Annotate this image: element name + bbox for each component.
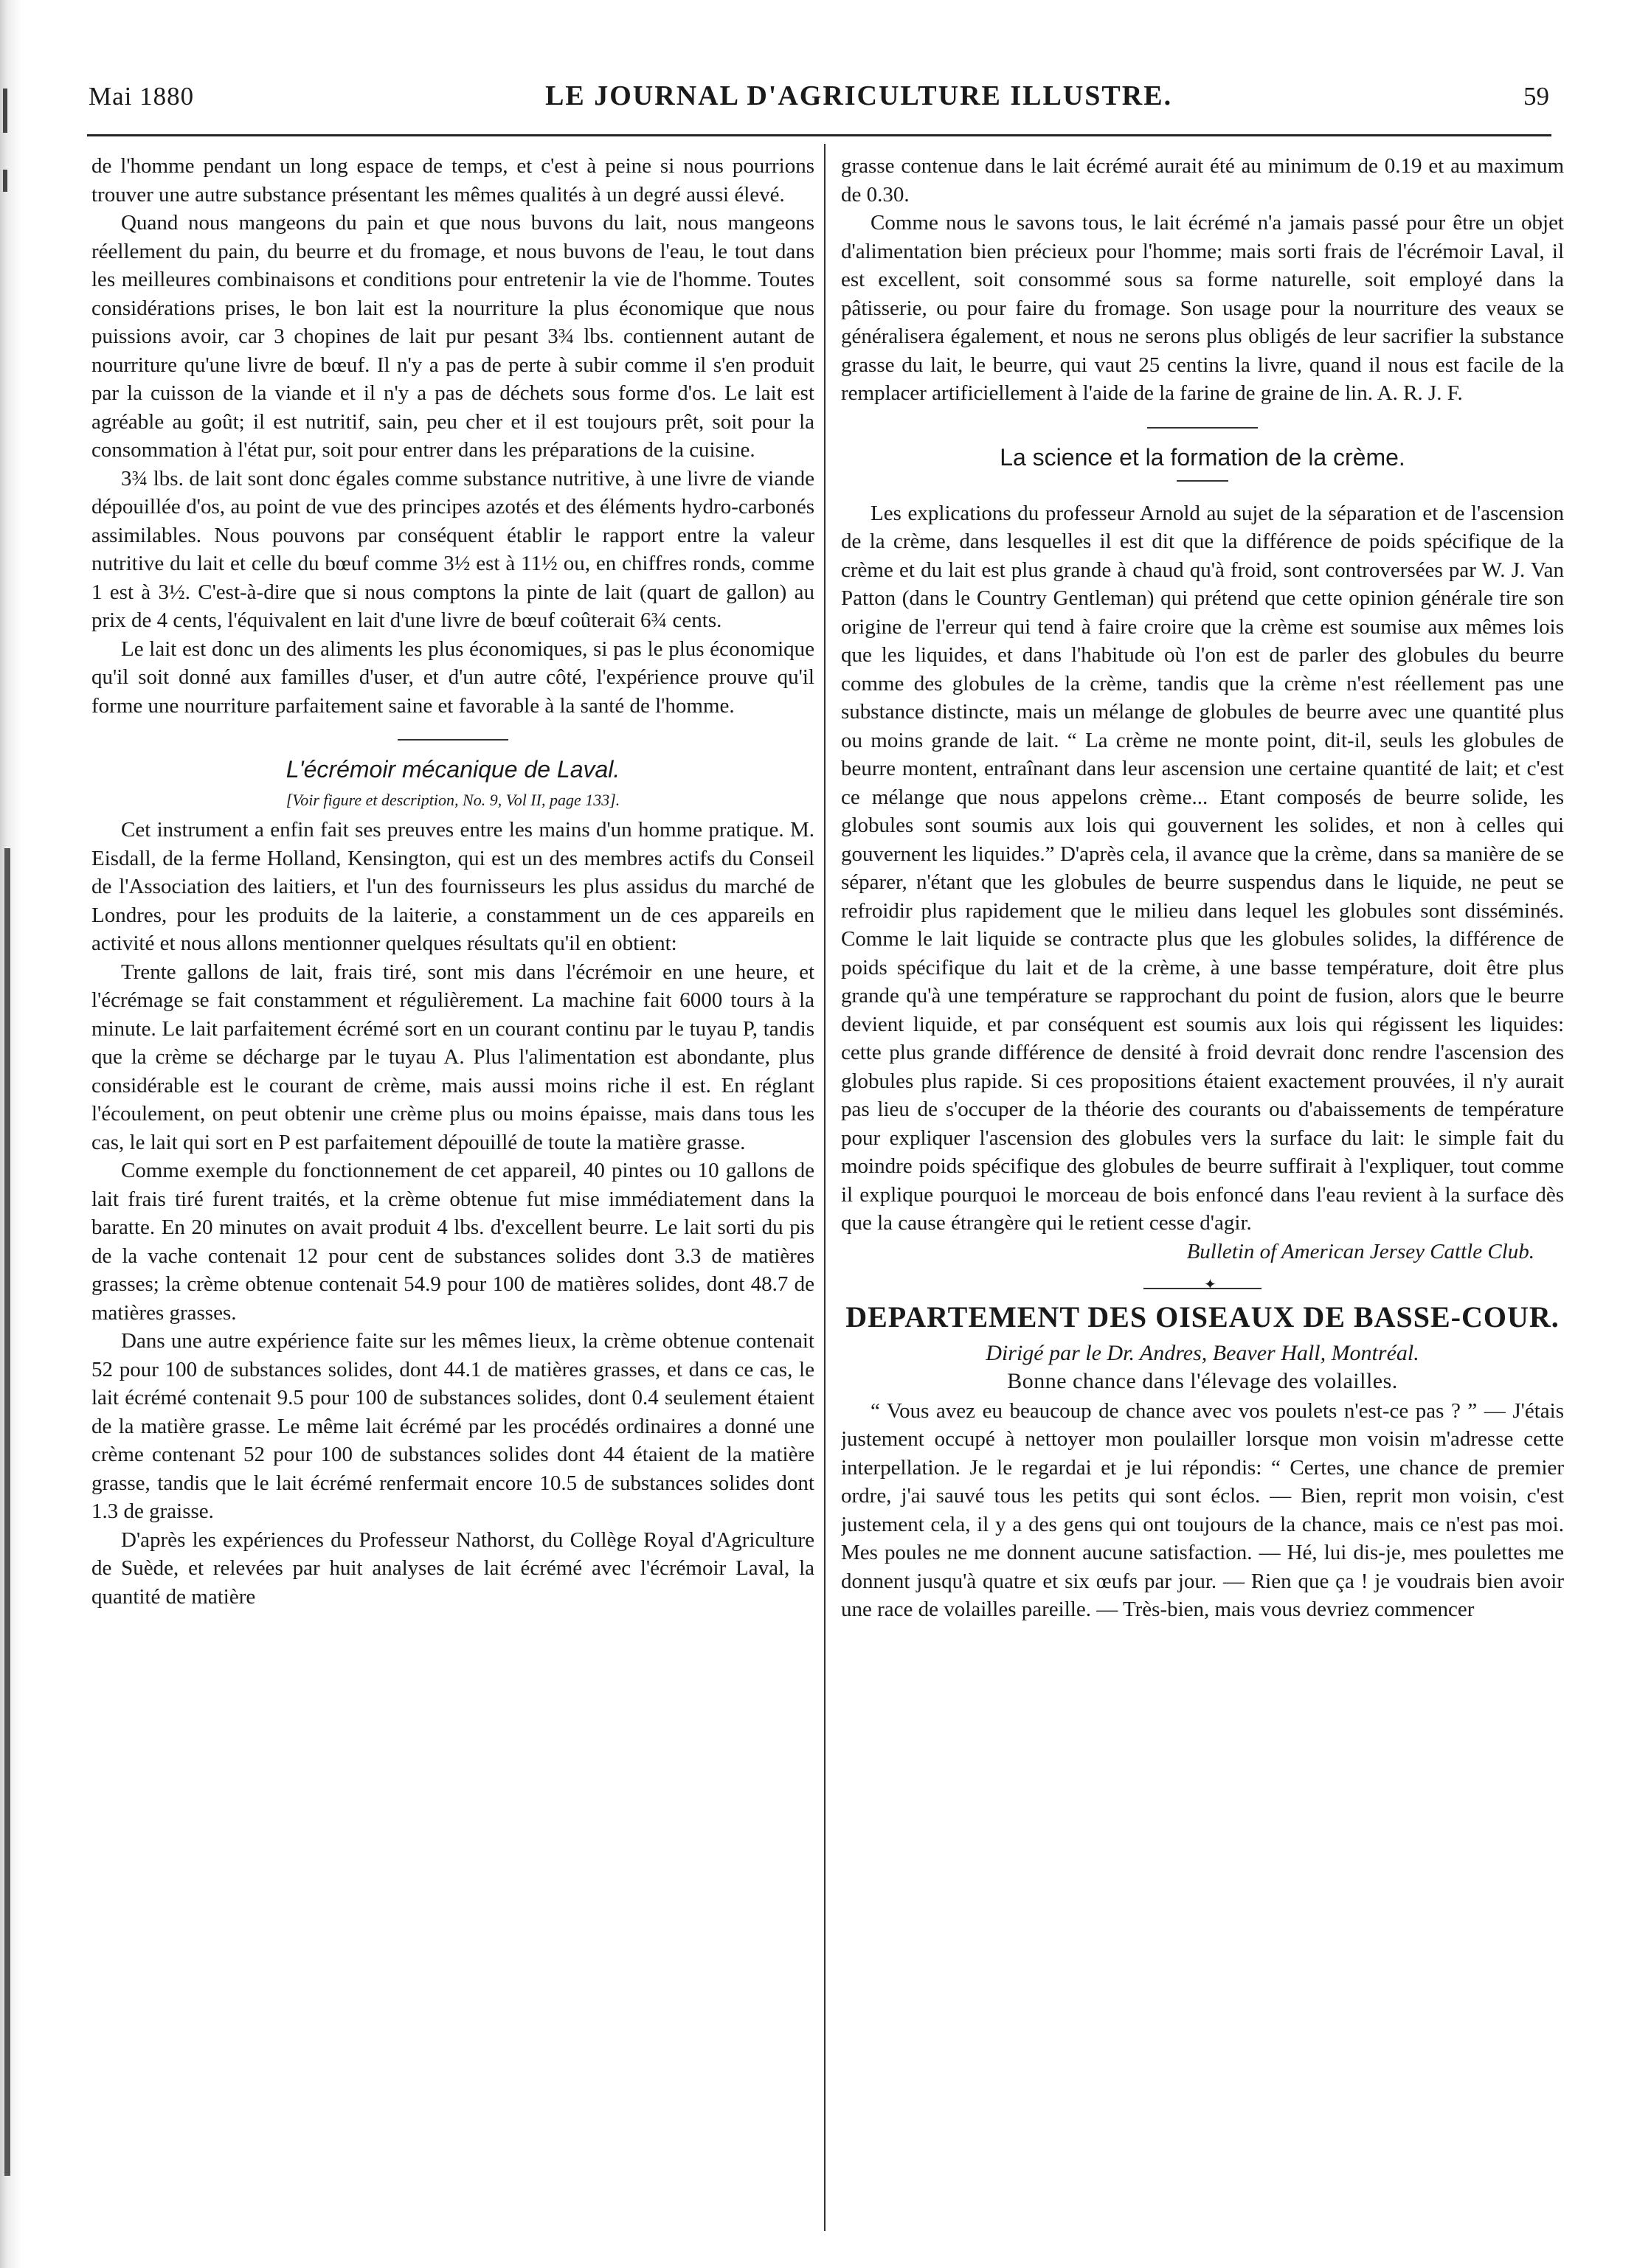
department-director: Dirigé par le Dr. Andres, Beaver Hall, Montréal. xyxy=(986,1340,1419,1365)
scan-edge-mark xyxy=(3,170,7,192)
paragraph: “ Vous avez eu beaucoup de chance avec vos poulets n'est-ce pas ? ” — J'étais justement occupé à nettoyer mon poulailler lorsque mon voisin m'adresse cette interpellation. Je le regardai et je lui répondis: “ Certes, une chance de premier ordre, j'ai sauvé tous les petits qui sont éclos. — Bien, reprit mon voisin, c'est justement cela, il y a des gens qui ont toujours de la chance, mais ce n'est pas moi. Mes poules ne me donnent aucune satisfaction. — Hé, lui dis-je, mes poulettes me donnent jusqu'à quatre et six œufs par jour. — Rien que ça ! je voudrais bien avoir une race de volailles pareille. — Très-bien, mais vous devriez commencer xyxy=(841,1398,1564,1621)
scan-edge-shadow xyxy=(0,0,22,2268)
journal-title: LE JOURNAL D'AGRICULTURE ILLUSTRE. xyxy=(545,80,1173,111)
department-subtitle: Bonne chance dans l'élevage des volailles. xyxy=(1007,1368,1398,1393)
paragraph: Quand nous mangeons du pain et que nous buvons du lait, nous mangeons réellement du pain, du beurre et du fromage, et nous buvons de l'eau, le tout dans les meilleures combinaisons et conditions pour entretenir la vie de l'homme. Toutes considérations prises, le bon lait est la nourriture la plus économique que nous puissions avoir, car 3 chopines de lait pur pesant 3¾ lbs. contiennent autant de nourriture qu'une livre de bœuf. Il n'y a pas de perte à subir comme il s'en produit par la cuisson de la viande et il n'y a pas de déchets sous forme d'os. Le lait est agréable au goût; il est nutritif, sain, peu cher et il est toujours prêt, soit pour la consommation à l'état pur, soit pour entrer dans les préparations de la cuisine. xyxy=(91,211,814,462)
paragraph: Cet instrument a enfin fait ses preuves entre les mains d'un homme pratique. M. Eisdall, de la ferme Holland, Kensington, qui est un des membres actifs du Conseil de l'Association des laitiers, et l'un des fournisseurs les plus assidus du marché de Londres, pour les produits de la laiterie, a constamment un de ces appareils en activité et nous allons mentionner quelques résultats qu'il en obtient: xyxy=(91,818,814,955)
paragraph: Comme nous le savons tous, le lait écrémé n'a jamais passé pour être un objet d'alimentation bien précieux pour l'homme; mais sorti frais de l'écrémoir Laval, il est excellent, soit consommé sous sa forme naturelle, soit employé dans la pâtisserie, ou pour faire du fromage. Son usage pour la nourriture des veaux se généralisera également, et nous ne serons plus obligés de leur sacrifier la substance grasse du lait, le beurre, qui vaut 25 centins la livre, quand il nous est facile de la remplacer artificiellement à l'aide de la farine de graine de lin. A. R. J. F. xyxy=(841,211,1564,405)
paragraph: Comme exemple du fonctionnement de cet appareil, 40 pintes ou 10 gallons de lait frais tiré furent traités, et la crème obtenue fut mise immédiatement dans la baratte. En 20 minutes on avait produit 4 lbs. d'excellent beurre. Le lait sorti du pis de la vache contenait 12 pour cent de substances solides dont 3.3 de matières grasses; la crème obtenue contenait 54.9 pour 100 de matières solides, dont 48.7 de matières grasses. xyxy=(91,1159,814,1325)
section-rule xyxy=(398,739,508,741)
section-title-ecremoir: L'écrémoir mécanique de Laval. xyxy=(285,756,620,783)
star-ornament-icon: ✦ xyxy=(1204,1276,1216,1293)
header-rule xyxy=(87,134,1551,136)
source-signature: Bulletin of American Jersey Cattle Club. xyxy=(1186,1239,1534,1263)
paragraph: de l'homme pendant un long espace de temps, et c'est à peine si nous pourrions trouver une autre substance présentant les mêmes qualités à un degré aussi élevé. xyxy=(91,154,814,207)
column-divider xyxy=(824,144,826,2231)
section-title-creme: La science et la formation de la crème. xyxy=(1000,443,1405,471)
section-rule xyxy=(1177,480,1228,482)
paragraph: Les explications du professeur Arnold au sujet de la séparation et de l'ascension de la crème, dans lesquelles il est dit que la différence de poids spécifique de la crème et du lait est plus grande à chaud qu'à froid, sont controversées par W. J. Van Patton (dans le Country Gentleman) qui prétend que cette opinion générale tire son origine de l'erreur qui tend à faire croire que la crème est soumise aux mêmes lois que les liquides, et dans l'habitude où l'on est de parler des globules du beurre comme des globules de la crème, tandis que la crème n'est réellement pas une substance distincte, mais un mélange de globules de beurre avec une quantité plus ou moins grande de lait. “ La crème ne monte point, dit-il, seuls les globules de beurre montent, entraînant dans leur ascension une certaine quantité de lait; et c'est ce mélange que nous appelons crème... Etant composés de beurre solide, les globules sont soumis aux lois qui gouvernent les solides, et non à celles qui gouvernent les liquides.” D'après cela, il avance que la crème, dans sa manière de se séparer, n'étant que les globules de beurre suspendus dans le liquide, ne peut se refroidir plus rapidement que le milieu dans lequel les globules sont disséminés. Comme le lait liquide se contracte plus que les globules solides, la différence de poids spécifique du lait et de la crème, à une basse température, doit être plus grande qu'à une température se rapprochant du point de fusion, alors que le beurre devient liquide, et par conséquent est soumis aux lois qui régissent les liquides: cette plus grande différence de densité à froid devrait donc rendre l'ascension des globules plus rapide. Si ces propositions étaient exactement prouvées, il n'y aurait pas lieu de s'occuper de la théorie des courants ou d'abaissements de température pour expliquer l'ascension des globules vers la surface du lait: le simple fait du moindre poids spécifique des globules de beurre suffirait à l'expliquer, tout comme il explique pourquoi le morceau de bois enfoncé dans l'eau revient à la surface dès que la cause étrangère qui le retient cesse d'agir. xyxy=(841,501,1564,1235)
paragraph: grasse contenue dans le lait écrémé aurait été au minimum de 0.19 et au maximum de 0.30. xyxy=(841,154,1564,207)
scan-edge-mark xyxy=(3,89,7,133)
paragraph: D'après les expériences du Professeur Nathorst, du Collège Royal d'Agriculture de Suède, et relevées par huit analyses de lait écrémé avec l'écrémoir Laval, la quantité de matière xyxy=(91,1527,814,1609)
department-title: DEPARTEMENT DES OISEAUX DE BASSE-COUR. xyxy=(845,1300,1560,1334)
paragraph: Trente gallons de lait, frais tiré, sont mis dans l'écrémoir en une heure, et l'écrémage se fait constamment et régulièrement. La machine fait 6000 tours à la minute. Le lait parfaitement écrémé sort en un courant continu par le tuyau P, tandis que la crème se décharge par le tuyau A. Plus l'alimentation est abondante, plus considérable est le courant de crème, mais aussi moins riche il est. En réglant l'écoulement, on peut obtenir une crème plus ou moins épaisse, mais dans tous les cas, le lait qui sort en P est parfaitement dépouillé de toute la matière grasse. xyxy=(91,960,814,1154)
left-column xyxy=(91,152,814,2232)
right-column xyxy=(841,152,1564,2232)
running-header xyxy=(89,80,1549,124)
paragraph: 3¾ lbs. de lait sont donc égales comme substance nutritive, à une livre de viande dépouillée d'os, au point de vue des principes azotés et des éléments hydro-carbonés assimilables. Nous pouvons par conséquent établir le rapport entre la valeur nutritive du lait et celle du bœuf comme 3½ est à 11½ ou, en chiffres ronds, comme 1 est à 3½. C'est-à-dire que si nous comptons la pinte de lait (quart de gallon) au prix de 4 cents, l'équivalent en lait d'une livre de bœuf coûterait 6¾ cents. xyxy=(91,466,814,632)
scan-edge-mark xyxy=(4,848,10,2176)
page-number: 59 xyxy=(1523,82,1549,111)
paragraph: Le lait est donc un des aliments les plus économiques, si pas le plus économique qu'il soit donné aux familles d'user, et d'un autre côté, l'expérience prouve qu'il forme une nourriture parfaitement saine et favorable à la santé de l'homme. xyxy=(91,637,814,718)
section-rule xyxy=(1147,427,1258,429)
issue-date: Mai 1880 xyxy=(89,82,195,111)
section-reference: [Voir figure et description, No. 9, Vol II, page 133]. xyxy=(285,791,620,809)
ornament-rule xyxy=(1143,1276,1262,1293)
paragraph: Dans une autre expérience faite sur les mêmes lieux, la crème obtenue contenait 52 pour 100 de substances solides, dont 44.1 de matières grasses, et dans ce cas, le lait écrémé contenait 9.5 pour 100 de substances solides, dont 0.4 seulement étaient de la matière grasse. Le même lait écrémé par les procédés ordinaires a donné une crème contenant 52 pour 100 de substances solides dont 44 étaient de la matière grasse, tandis que le lait écrémé renfermait encore 10.5 de substances solides dont 1.3 de graisse. xyxy=(91,1329,814,1523)
